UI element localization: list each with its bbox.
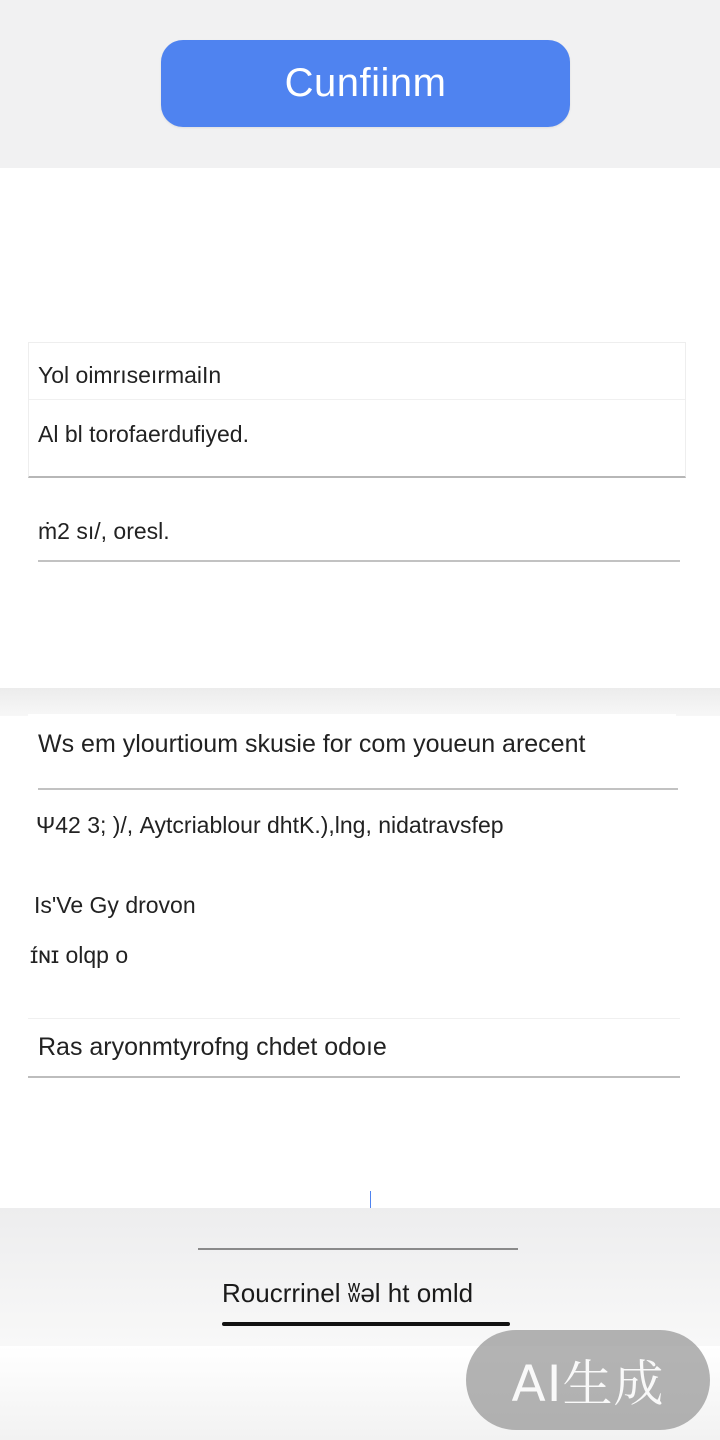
section-heading: Ws em ylourtioum skusie for com youeun arecent [38,730,586,758]
text-cursor [370,1191,371,1208]
info-note: ṁ2 sı/, oresl. [38,518,170,544]
divider [38,788,678,790]
info-card [28,342,686,478]
watermark-badge: AI生成 [466,1330,710,1430]
section-description: Ψ42 3; )/, Aytcriablour dhtK.),lng, nidatravsfep [36,812,504,838]
text-field[interactable] [28,1018,680,1078]
divider [38,560,680,562]
divider [198,1248,518,1250]
info-card-body: Al bl torofaerdufiyed. [38,421,249,447]
link-underline [222,1322,510,1326]
list-item: Is'Ve Gy drovon [34,892,196,918]
text-field-value: Ras aryonmtyrofng chdet odoıe [38,1033,387,1061]
bottom-link[interactable]: Roucrrinel ʬəl ht omld [222,1278,474,1308]
info-card-title: Yol oimrıseırmaiIn [38,362,222,388]
section-separator [0,688,720,716]
list-item: ɪ́ɴɪ olqp o [30,942,129,968]
confirm-button[interactable]: Cunfiinm [161,40,570,127]
divider [29,399,685,400]
bottom-bar [0,1208,720,1346]
header-band [0,0,720,168]
